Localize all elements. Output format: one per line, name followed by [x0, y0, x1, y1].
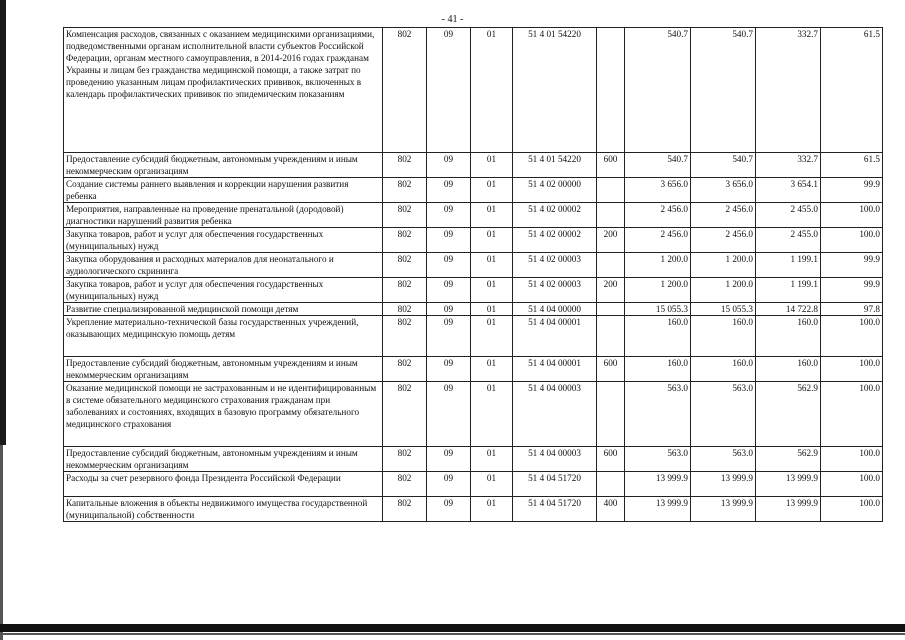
- row-name: Предоставление субсидий бюджетным, автономным учреждениям и иным некоммерческим организациям: [64, 153, 383, 178]
- subsection-code: 01: [471, 28, 513, 153]
- approved-value: 160.0: [625, 357, 691, 382]
- ministry-code: 802: [383, 28, 427, 153]
- row-name: Капитальные вложения в объекты недвижимого имущества государственной (муниципальной) собственности: [64, 497, 383, 522]
- expense-type: [597, 303, 625, 316]
- table-row: [64, 228, 883, 253]
- target-article: 51 4 01 54220: [513, 153, 597, 178]
- table-row: [64, 497, 883, 522]
- updated-value: 160.0: [691, 316, 756, 357]
- executed-value: 332.7: [756, 153, 821, 178]
- approved-value: 13 999.9: [625, 472, 691, 497]
- row-name: Мероприятия, направленные на проведение пренатальной (дородовой) диагностики нарушений развития ребенка: [64, 203, 383, 228]
- expense-type: [597, 382, 625, 447]
- updated-value: 2 456.0: [691, 203, 756, 228]
- subsection-code: 01: [471, 228, 513, 253]
- scan-left-edge-lower: [0, 445, 3, 640]
- row-name: Закупка товаров, работ и услуг для обеспечения государственных (муниципальных) нужд: [64, 278, 383, 303]
- executed-value: 2 455.0: [756, 228, 821, 253]
- ministry-code: 802: [383, 228, 427, 253]
- target-article: 51 4 02 00003: [513, 253, 597, 278]
- execution-percent: 99.9: [821, 278, 883, 303]
- section-code: 09: [427, 28, 471, 153]
- subsection-code: 01: [471, 497, 513, 522]
- subsection-code: 01: [471, 203, 513, 228]
- section-code: 09: [427, 178, 471, 203]
- ministry-code: 802: [383, 253, 427, 278]
- expense-type: [597, 178, 625, 203]
- table-row: [64, 472, 883, 497]
- approved-value: 1 200.0: [625, 278, 691, 303]
- section-code: 09: [427, 153, 471, 178]
- target-article: 51 4 04 00000: [513, 303, 597, 316]
- section-code: 09: [427, 357, 471, 382]
- row-name: Расходы за счет резервного фонда Президента Российской Федерации: [64, 472, 383, 497]
- updated-value: 1 200.0: [691, 253, 756, 278]
- ministry-code: 802: [383, 153, 427, 178]
- table-row: [64, 178, 883, 203]
- updated-value: 2 456.0: [691, 228, 756, 253]
- approved-value: 15 055.3: [625, 303, 691, 316]
- updated-value: 563.0: [691, 382, 756, 447]
- subsection-code: 01: [471, 278, 513, 303]
- updated-value: 13 999.9: [691, 497, 756, 522]
- approved-value: 563.0: [625, 382, 691, 447]
- ministry-code: 802: [383, 278, 427, 303]
- updated-value: 160.0: [691, 357, 756, 382]
- approved-value: 160.0: [625, 316, 691, 357]
- row-name: Предоставление субсидий бюджетным, автономным учреждениям и иным некоммерческим организациям: [64, 447, 383, 472]
- approved-value: 2 456.0: [625, 203, 691, 228]
- row-name: Закупка оборудования и расходных материалов для неонатального и аудиологического скрининга: [64, 253, 383, 278]
- section-code: 09: [427, 278, 471, 303]
- table-row: [64, 278, 883, 303]
- execution-percent: 61.5: [821, 28, 883, 153]
- expense-type: 600: [597, 447, 625, 472]
- row-name: Закупка товаров, работ и услуг для обеспечения государственных (муниципальных) нужд: [64, 228, 383, 253]
- section-code: 09: [427, 316, 471, 357]
- target-article: 51 4 01 54220: [513, 28, 597, 153]
- execution-percent: 100.0: [821, 472, 883, 497]
- expense-type: 600: [597, 153, 625, 178]
- section-code: 09: [427, 303, 471, 316]
- execution-percent: 100.0: [821, 382, 883, 447]
- subsection-code: 01: [471, 472, 513, 497]
- row-name: Укрепление материально-технической базы государственных учреждений, оказывающих медицинскую помощь детям: [64, 316, 383, 357]
- execution-percent: 100.0: [821, 203, 883, 228]
- subsection-code: 01: [471, 447, 513, 472]
- subsection-code: 01: [471, 303, 513, 316]
- ministry-code: 802: [383, 472, 427, 497]
- row-name: Предоставление субсидий бюджетным, автономным учреждениям и иным некоммерческим организациям: [64, 357, 383, 382]
- subsection-code: 01: [471, 253, 513, 278]
- updated-value: 540.7: [691, 28, 756, 153]
- executed-value: 562.9: [756, 382, 821, 447]
- execution-percent: 100.0: [821, 447, 883, 472]
- section-code: 09: [427, 382, 471, 447]
- expense-type: [597, 253, 625, 278]
- ministry-code: 802: [383, 203, 427, 228]
- row-name: Компенсация расходов, связанных с оказанием медицинскими организациями, подведомственными органам исполнительной власти субъектов Российской Федерации, органам местного самоуправления, в 2014-2016 годах гражданам Украины и лицам без гражданства медицинской помощи, а также затрат по проведению указанным лицам профилактических прививок, включенных в календарь профилактических прививок по эпидемическим показаниям: [64, 28, 383, 153]
- section-code: 09: [427, 253, 471, 278]
- target-article: 51 4 02 00002: [513, 228, 597, 253]
- subsection-code: 01: [471, 153, 513, 178]
- executed-value: 160.0: [756, 357, 821, 382]
- execution-percent: 100.0: [821, 357, 883, 382]
- executed-value: 562.9: [756, 447, 821, 472]
- execution-percent: 100.0: [821, 497, 883, 522]
- executed-value: 160.0: [756, 316, 821, 357]
- expense-type: [597, 472, 625, 497]
- target-article: 51 4 04 00003: [513, 447, 597, 472]
- execution-percent: 61.5: [821, 153, 883, 178]
- section-code: 09: [427, 228, 471, 253]
- executed-value: 1 199.1: [756, 253, 821, 278]
- ministry-code: 802: [383, 178, 427, 203]
- scan-bottom-edge: [0, 624, 905, 632]
- approved-value: 1 200.0: [625, 253, 691, 278]
- budget-table: [63, 27, 883, 522]
- ministry-code: 802: [383, 382, 427, 447]
- executed-value: 13 999.9: [756, 497, 821, 522]
- expense-type: [597, 203, 625, 228]
- table-row: [64, 203, 883, 228]
- executed-value: 14 722.8: [756, 303, 821, 316]
- expense-type: 200: [597, 278, 625, 303]
- subsection-code: 01: [471, 382, 513, 447]
- target-article: 51 4 04 00003: [513, 382, 597, 447]
- executed-value: 332.7: [756, 28, 821, 153]
- execution-percent: 100.0: [821, 228, 883, 253]
- approved-value: 13 999.9: [625, 497, 691, 522]
- approved-value: 2 456.0: [625, 228, 691, 253]
- updated-value: 1 200.0: [691, 278, 756, 303]
- execution-percent: 100.0: [821, 316, 883, 357]
- section-code: 09: [427, 447, 471, 472]
- expense-type: 200: [597, 228, 625, 253]
- expense-type: [597, 28, 625, 153]
- target-article: 51 4 04 51720: [513, 497, 597, 522]
- updated-value: 13 999.9: [691, 472, 756, 497]
- table-row: [64, 357, 883, 382]
- updated-value: 563.0: [691, 447, 756, 472]
- executed-value: 1 199.1: [756, 278, 821, 303]
- row-name: Оказание медицинской помощи не застрахованным и не идентифицированным в системе обязательного медицинского страхования гражданам при заболеваниях и состояниях, входящих в базовую программу обязательного медицинского страхования: [64, 382, 383, 447]
- approved-value: 563.0: [625, 447, 691, 472]
- approved-value: 540.7: [625, 28, 691, 153]
- table-row: [64, 316, 883, 357]
- ministry-code: 802: [383, 497, 427, 522]
- target-article: 51 4 02 00003: [513, 278, 597, 303]
- updated-value: 540.7: [691, 153, 756, 178]
- subsection-code: 01: [471, 357, 513, 382]
- subsection-code: 01: [471, 178, 513, 203]
- approved-value: 540.7: [625, 153, 691, 178]
- executed-value: 2 455.0: [756, 203, 821, 228]
- executed-value: 3 654.1: [756, 178, 821, 203]
- page-number: - 41 -: [441, 14, 464, 25]
- expense-type: [597, 316, 625, 357]
- executed-value: 13 999.9: [756, 472, 821, 497]
- ministry-code: 802: [383, 316, 427, 357]
- target-article: 51 4 04 51720: [513, 472, 597, 497]
- table-row: [64, 153, 883, 178]
- section-code: 09: [427, 497, 471, 522]
- table-row: [64, 253, 883, 278]
- target-article: 51 4 02 00000: [513, 178, 597, 203]
- execution-percent: 97.8: [821, 303, 883, 316]
- scan-left-edge: [0, 0, 6, 445]
- table-row: [64, 382, 883, 447]
- row-name: Развитие специализированной медицинской помощи детям: [64, 303, 383, 316]
- subsection-code: 01: [471, 316, 513, 357]
- updated-value: 15 055.3: [691, 303, 756, 316]
- updated-value: 3 656.0: [691, 178, 756, 203]
- target-article: 51 4 04 00001: [513, 316, 597, 357]
- expense-type: 400: [597, 497, 625, 522]
- scan-bottom-line: [0, 633, 905, 635]
- table-row: [64, 28, 883, 153]
- execution-percent: 99.9: [821, 253, 883, 278]
- approved-value: 3 656.0: [625, 178, 691, 203]
- table-row: [64, 303, 883, 316]
- section-code: 09: [427, 472, 471, 497]
- ministry-code: 802: [383, 357, 427, 382]
- target-article: 51 4 02 00002: [513, 203, 597, 228]
- execution-percent: 99.9: [821, 178, 883, 203]
- row-name: Создание системы раннего выявления и коррекции нарушения развития ребенка: [64, 178, 383, 203]
- ministry-code: 802: [383, 447, 427, 472]
- table-row: [64, 447, 883, 472]
- ministry-code: 802: [383, 303, 427, 316]
- expense-type: 600: [597, 357, 625, 382]
- section-code: 09: [427, 203, 471, 228]
- target-article: 51 4 04 00001: [513, 357, 597, 382]
